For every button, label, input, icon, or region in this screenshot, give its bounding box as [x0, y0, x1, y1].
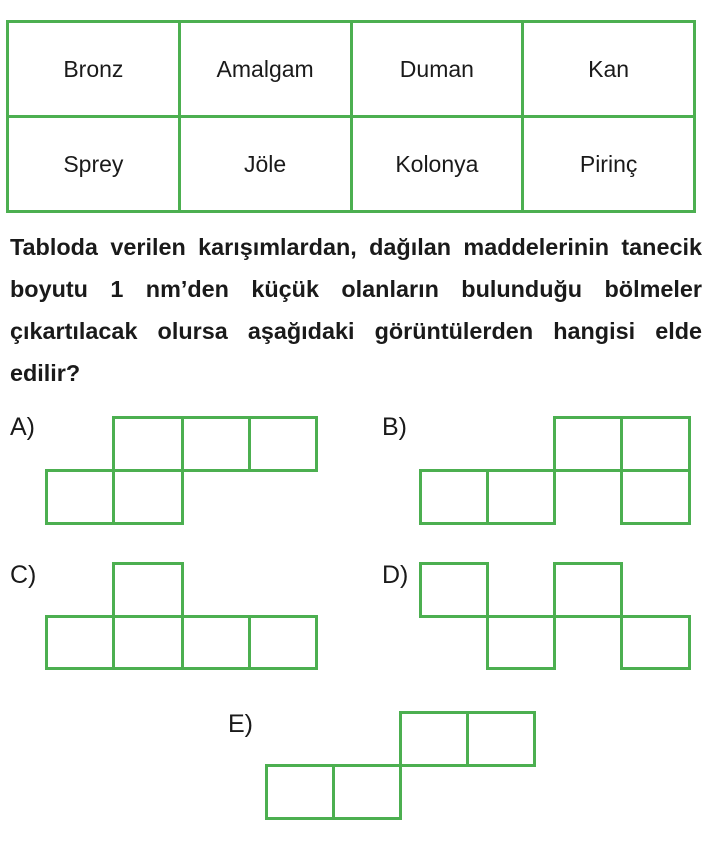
option-c-label[interactable]: C): [10, 561, 37, 589]
shape-cell: [419, 562, 489, 618]
shape-cell: [112, 562, 184, 618]
option-a-label[interactable]: A): [10, 413, 35, 441]
table-row: [8, 22, 695, 117]
option-e-label[interactable]: E): [228, 710, 253, 738]
shape-cell: [112, 416, 184, 472]
table-cell: Sprey: [8, 117, 180, 212]
shape-cell: [181, 615, 251, 670]
table-cell: Amalgam: [179, 22, 351, 117]
shape-cell: [620, 416, 691, 472]
table-cell: Kolonya: [351, 117, 523, 212]
shape-cell: [112, 615, 184, 670]
question-text: Tabloda verilen karışımlardan, dağılan maddelerinin tanecik boyutu 1 nm’den küçük olanların bulunduğu bölmeler çıkartılacak olursa aşağıdaki görüntülerden hangisi elde edilir?: [10, 234, 702, 386]
shape-cell: [45, 615, 115, 670]
shape-cell: [620, 615, 691, 670]
shape-cell: [248, 615, 318, 670]
table-cell: Bronz: [8, 22, 180, 117]
option-b-label[interactable]: B): [382, 413, 407, 441]
shape-cell: [181, 416, 251, 472]
shape-cell: [265, 764, 335, 820]
table-cell: Pirinç: [523, 117, 695, 212]
table-row: [8, 117, 695, 212]
shape-cell: [399, 711, 469, 767]
mixture-table: [6, 20, 696, 213]
table-cell: Duman: [351, 22, 523, 117]
shape-cell: [332, 764, 402, 820]
shape-cell: [112, 469, 184, 525]
shape-cell: [419, 469, 489, 525]
table-cell: Jöle: [179, 117, 351, 212]
shape-cell: [466, 711, 536, 767]
option-d-label[interactable]: D): [382, 561, 409, 589]
shape-cell: [486, 469, 556, 525]
table-cell: Kan: [523, 22, 695, 117]
shape-cell: [248, 416, 318, 472]
shape-cell: [553, 562, 623, 618]
shape-cell: [553, 416, 623, 472]
shape-cell: [620, 469, 691, 525]
shape-cell: [45, 469, 115, 525]
shape-cell: [486, 615, 556, 670]
